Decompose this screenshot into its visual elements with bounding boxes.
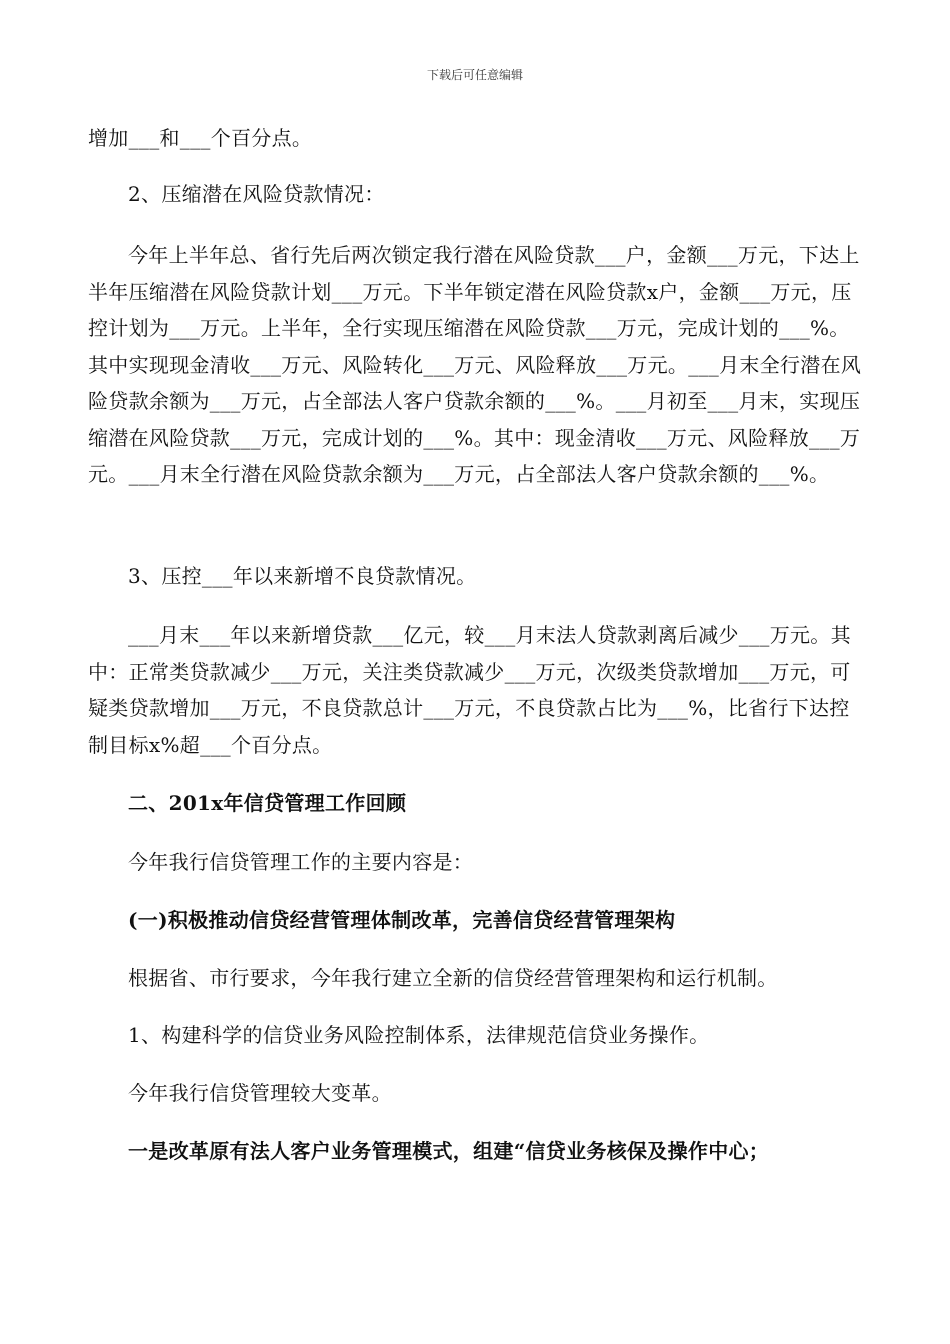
paragraph-major-change: 今年我行信贷管理较大变革。 [128, 1081, 392, 1105]
paragraph-reform-point-one: 一是改革原有法人客户业务管理模式，组建“信贷业务核保及操作中心； [128, 1139, 770, 1163]
paragraph-new-loan-details: ___月末___年以来新增贷款___亿元，较___月末法人贷款剥离后减少___万元。其中：正常类贷款减少___万元，关注类贷款减少___万元，次级类贷款增加___万元，可疑类贷款增加___万元，不良贷款总计___万元，不良贷款占比为___%，比省行下达控制目标x%超___个百分点。 [88, 623, 851, 757]
heading-risk-loan-compression: 2、压缩潜在风险贷款情况： [128, 182, 385, 206]
section-heading-review: 二、201x年信贷管理工作回顾 [128, 791, 407, 815]
page-header-note: 下载后可任意编辑 [426, 68, 523, 82]
subheading-reform: (一)积极推动信贷经营管理体制改革，完善信贷经营管理架构 [128, 908, 676, 932]
paragraph-risk-loan-details: 今年上半年总、省行先后两次锁定我行潜在风险贷款___户，金额___万元，下达上半年压缩潜在风险贷款计划___万元。下半年锁定潜在风险贷款x户，金额___万元，压控计划为___万元。上半年，全行实现压缩潜在风险贷款___万元，完成计划的___%。其中实现现金清收___万元、风险转化___万元、风险释放___万元。___月末全行潜在风险贷款余额为___万元，占全部法人客户贷款余额的___%。___月初至___月末，实现压缩潜在风险贷款___万元，完成计划的___%。其中：现金清收___万元、风险释放___万元。___月末全行潜在风险贷款余额为___万元，占全部法人客户贷款余额的___%。 [88, 243, 862, 486]
heading-new-npl-control: 3、压控___年以来新增不良贷款情况。 [128, 564, 477, 588]
paragraph-continuation: 增加___和___个百分点。 [88, 126, 313, 150]
paragraph-risk-control-system: 1、构建科学的信贷业务风险控制体系，法律规范信贷业务操作。 [128, 1023, 710, 1047]
paragraph-new-structure: 根据省、市行要求，今年我行建立全新的信贷经营管理架构和运行机制。 [128, 966, 778, 990]
paragraph-main-content: 今年我行信贷管理工作的主要内容是： [128, 850, 474, 874]
